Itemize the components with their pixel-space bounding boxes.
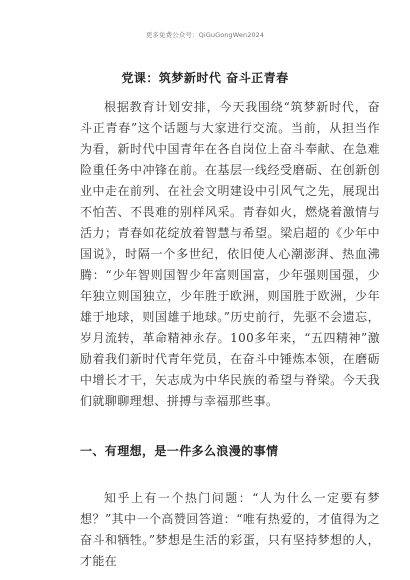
header-watermark: 更多免费公众号：QiGuGongWen2024 [145,31,265,39]
document-title: 党课：筑梦新时代 奋斗正青春 [121,71,289,85]
body-paragraph: 知乎上有一个热门问题：“人为什么一定要有梦想？”其中一个高赞回答道：“唯有热爱的，才值得为之奋斗和牺牲。”梦想是生活的彩蛋，只有坚持梦想的人，才能在 [80,491,380,568]
body-paragraph: 根据教育计划安排，今天我围绕“筑梦新时代，奋斗正青春”这个话题与大家进行交流。当前，从担当作为看，新时代中国青年在各自岗位上奋斗奉献、在急难险重任务中冲锋在前。在基层一线经受磨砺、在创新创业中走在前列、在社会文明建设中引风气之先，展现出不怕苦、不畏难的别样风采。青春如火，燃烧着激情与活力；青春如花绽放着智慧与希望。梁启超的《少年中国说》，时隔一个多世纪，依旧使人心潮澎湃、热血沸腾：“少年智则国智少年富则国富，少年强则国强，少年独立则国独立，少年胜于欧洲，则国胜于欧洲，少年雄于地球，则国雄于地球。”历史前行，先驱不会遗忘，岁月流转，革命精神永存。100多年来，“五四精神”激励着我们新时代青年党员，在奋斗中锤炼本领，在磨砺中增长才干，矢志成为中华民族的希望与脊梁。今天我们就聊聊理想、拼搏与幸福那些事。 [80,100,380,408]
section-heading: 一、有理想，是一件多么浪漫的事情 [80,444,279,458]
